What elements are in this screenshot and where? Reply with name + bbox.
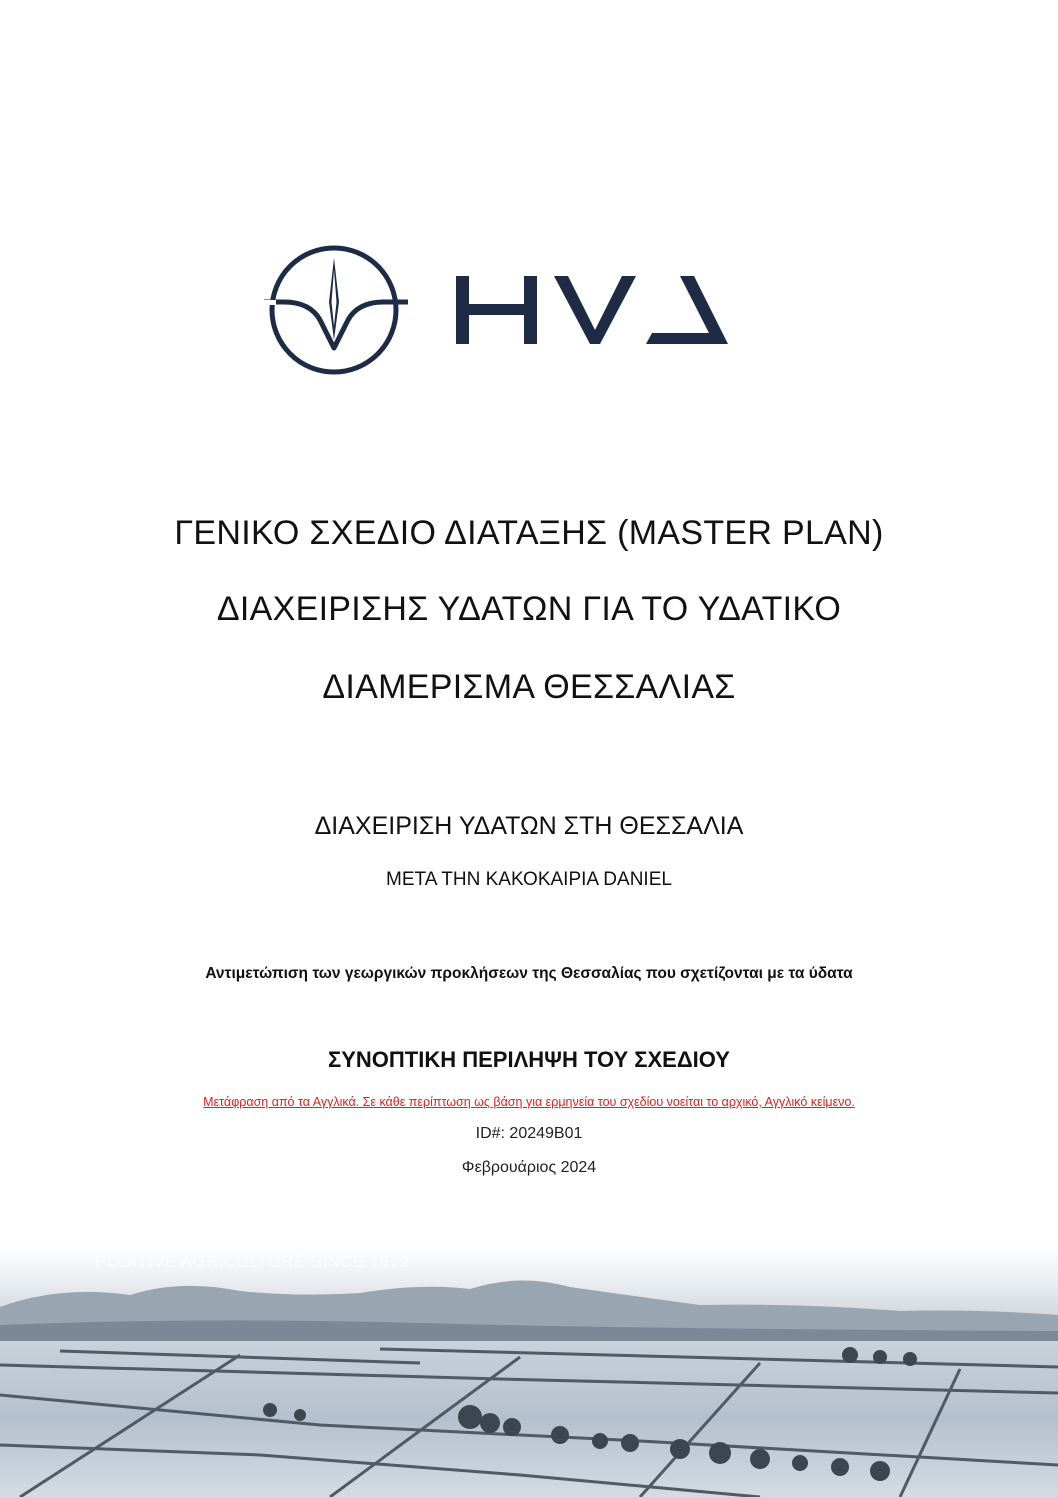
flooded-plain-photo — [0, 1245, 1058, 1497]
company-motto: POSITIVE AGRICULTURE SINCE 1879 — [95, 1252, 410, 1271]
subtitle-main: ΔΙΑΧΕΙΡΙΣΗ ΥΔΑΤΩΝ ΣΤΗ ΘΕΣΣΑΛΙΑ — [314, 812, 744, 840]
hva-logo — [262, 240, 732, 380]
translation-note: Μετάφραση από τα Αγγλικά. Σε κάθε περίπτωση ως βάση για ερμηνεία του σχεδίου νοείται το αρχικό, Αγγλικό κείμενο. — [203, 1095, 855, 1109]
tagline: Αντιμετώπιση των γεωργικών προκλήσεων της Θεσσαλίας που σχετίζονται με τα ύδατα — [205, 965, 853, 982]
publication-date: Φεβρουάριος 2024 — [461, 1159, 597, 1176]
summary-heading: ΣΥΝΟΠΤΙΚΗ ΠΕΡΙΛΗΨΗ ΤΟΥ ΣΧΕΔΙΟΥ — [328, 1047, 730, 1072]
compass-emblem-icon — [262, 248, 408, 372]
document-id: ID#: 20249B01 — [475, 1125, 583, 1142]
subtitle-secondary: ΜΕΤΑ ΤΗΝ ΚΑΚΟΚΑΙΡΙΑ DANIEL — [386, 869, 672, 890]
title-line-2: ΔΙΑΧΕΙΡΙΣΗΣ ΥΔΑΤΩΝ ΓΙΑ ΤΟ ΥΔΑΤΙΚΟ — [216, 590, 842, 628]
title-line-1: ΓΕΝΙΚΟ ΣΧΕΔΙΟ ΔΙΑΤΑΞΗΣ (MASTER PLAN) — [174, 514, 884, 552]
title-line-3: ΔΙΑΜΕΡΙΣΜΑ ΘΕΣΣΑΛΙΑΣ — [322, 668, 736, 706]
hva-wordmark — [456, 276, 728, 344]
